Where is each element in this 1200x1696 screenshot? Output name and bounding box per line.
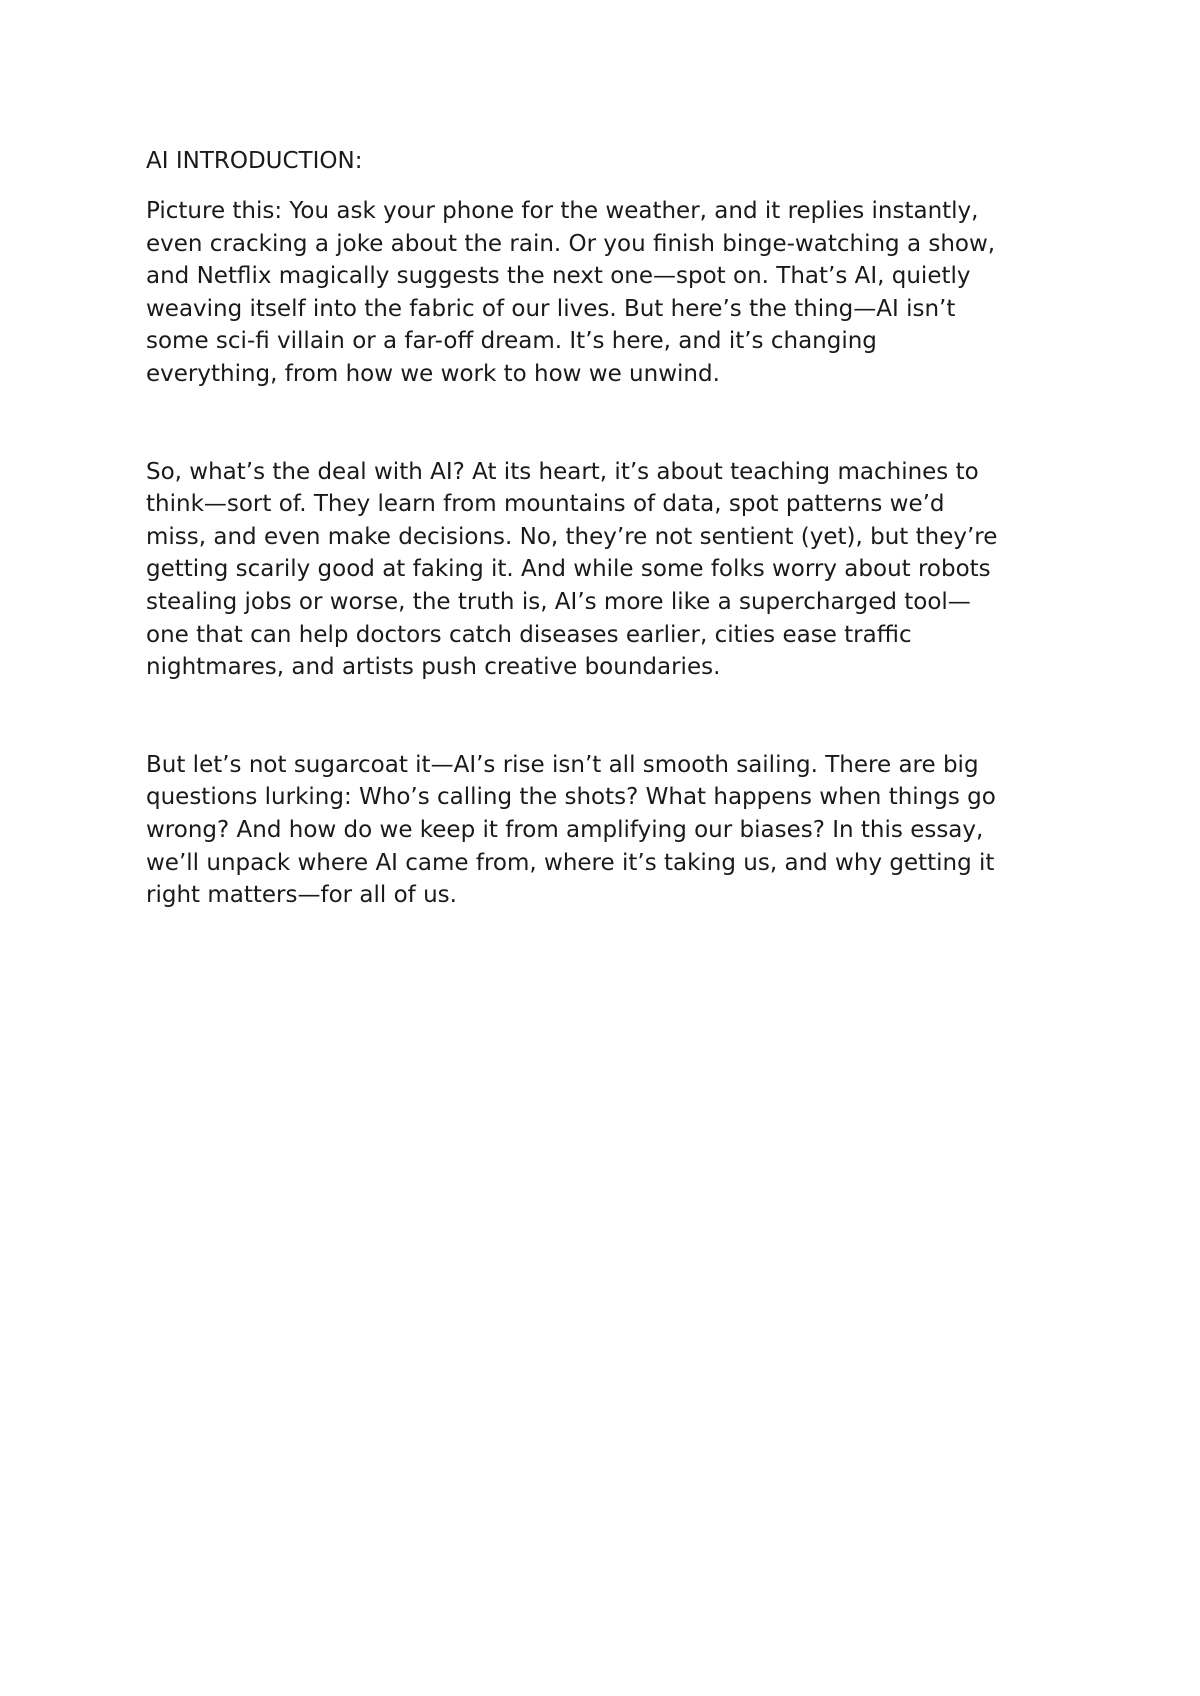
- text-line: one that can help doctors catch diseases earlier, cities ease traffic: [146, 621, 912, 648]
- text-line: So, what’s the deal with AI? At its heart, it’s about teaching machines to: [146, 458, 979, 485]
- text-line: But let’s not sugarcoat it—AI’s rise isn’t all smooth sailing. There are big: [146, 751, 979, 778]
- paragraph-spacer: [146, 684, 1066, 749]
- text-line: everything, from how we work to how we unwind.: [146, 360, 720, 387]
- document-body: [146, 145, 1066, 912]
- text-line: think—sort of. They learn from mountains of data, spot patterns we’d: [146, 491, 945, 518]
- text-line: stealing jobs or worse, the truth is, AI’s more like a supercharged tool—: [146, 588, 971, 615]
- text-line: and Netflix magically suggests the next one—spot on. That’s AI, quietly: [146, 263, 971, 290]
- text-line: nightmares, and artists push creative boundaries.: [146, 654, 721, 681]
- paragraph-intro: [146, 195, 1066, 391]
- paragraph-questions: [146, 749, 1066, 912]
- document-heading: AI INTRODUCTION:: [146, 148, 363, 174]
- paragraph-definition: [146, 456, 1066, 684]
- text-line: getting scarily good at faking it. And while some folks worry about robots: [146, 556, 991, 583]
- text-line: right matters—for all of us.: [146, 882, 457, 909]
- text-line: even cracking a joke about the rain. Or you finish binge-watching a show,: [146, 230, 996, 257]
- text-line: weaving itself into the fabric of our lives. But here’s the thing—AI isn’t: [146, 295, 956, 322]
- text-line: questions lurking: Who’s calling the shots? What happens when things go: [146, 784, 996, 811]
- text-line: wrong? And how do we keep it from amplifying our biases? In this essay,: [146, 816, 984, 843]
- text-line: we’ll unpack where AI came from, where it’s taking us, and why getting it: [146, 849, 995, 876]
- text-line: miss, and even make decisions. No, they’re not sentient (yet), but they’re: [146, 523, 998, 550]
- paragraph-spacer: [146, 391, 1066, 456]
- text-line: Picture this: You ask your phone for the weather, and it replies instantly,: [146, 198, 979, 224]
- text-line: some sci-fi villain or a far-off dream. It’s here, and it’s changing: [146, 328, 877, 355]
